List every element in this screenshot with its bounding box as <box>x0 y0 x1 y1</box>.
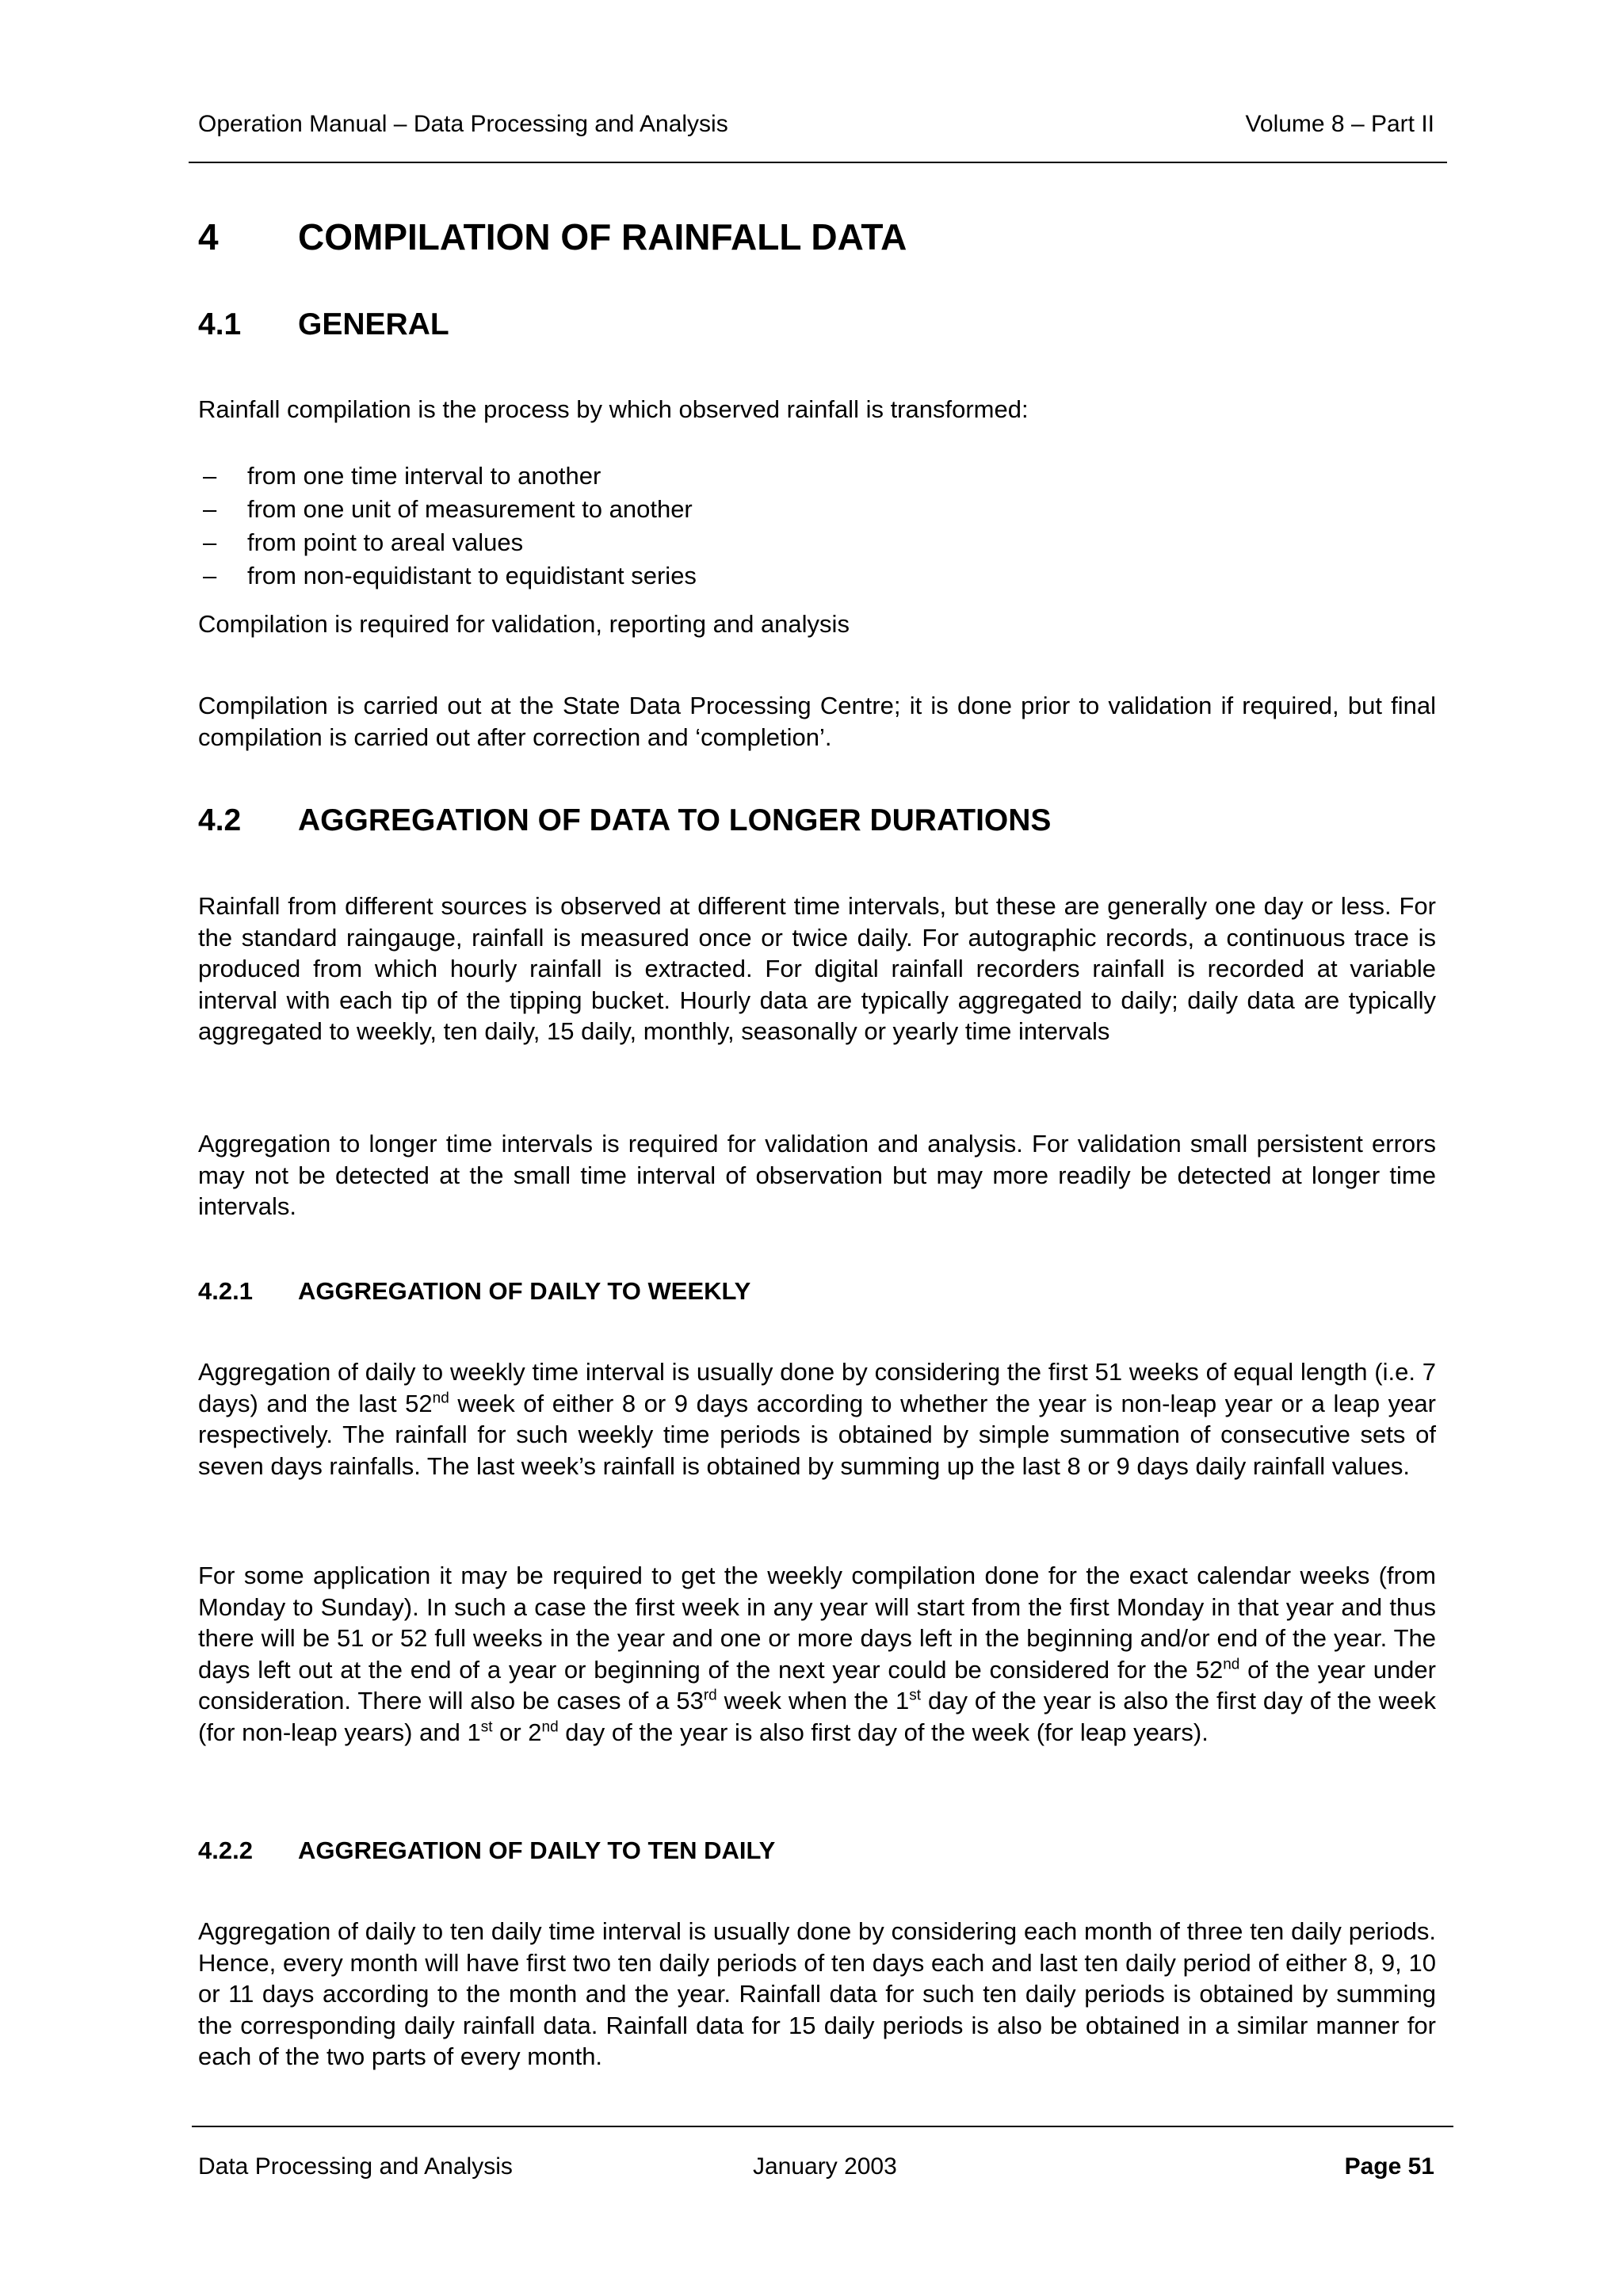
section-title: COMPILATION OF RAINFALL DATA <box>298 216 907 257</box>
aggregation-paragraph-2: Aggregation to longer time intervals is required for validation and analysis. For validation small persistent errors may not be detected at the small time interval of observation but may more readily be detected at longer time intervals. <box>198 1130 1436 1220</box>
section-title: GENERAL <box>298 307 449 341</box>
footer-date: January 2003 <box>753 2153 897 2180</box>
section-4-2-1-heading <box>198 1277 750 1306</box>
list-item: – from non-equidistant to equidistant series <box>198 559 697 593</box>
footer-left: Data Processing and Analysis <box>198 2153 513 2180</box>
dash-bullet: – <box>203 562 217 589</box>
page-header <box>198 111 1445 143</box>
weekly-paragraph-2: For some application it may be required to get the weekly compilation done for the exact calendar weeks (from Monday to Sunday). In such a case the first week in any year will start from the first Monday in that year and thus there will be 51 or 52 full weeks in the year and one or more days left in the beginning and/or end of the year. The days left out at the end of a year or beginning of the next year could be considered for the 52nd of the year under consideration. There will also be cases of a 53rd week when the 1st day of the year is also the first day of the week (for non-leap years) and 1st or 2nd day of the year is also first day of the week (for leap years). <box>198 1562 1437 1746</box>
aggregation-paragraph-1: Rainfall from different sources is observed at different time intervals, but these are generally one day or less. For the standard raingauge, rainfall is measured once or twice daily. For autographic records, a continuous trace is produced from which hourly rainfall is extracted. For digital rainfall recorders rainfall is recorded at variable interval with each tip of the tipping bucket. Hourly data are typically aggregated to daily; daily data are typically aggregated to weekly, ten daily, 15 daily, monthly, seasonally or yearly time intervals <box>198 892 1436 1045</box>
section-4-heading <box>198 215 907 258</box>
header-rule <box>189 162 1447 163</box>
dash-bullet: – <box>203 528 217 556</box>
dash-bullet: – <box>203 495 217 523</box>
ten-daily-paragraph: Aggregation of daily to ten daily time interval is usually done by considering each month of three ten daily periods. Hence, every month will have first two ten daily periods of ten days each and last ten daily period of either 8, 9, 10 or 11 days according to the month and the year. Rainfall data for such ten daily periods is obtained by summing the corresponding daily rainfall data. Rainfall data for 15 daily periods is also be obtained in a similar manner for each of the two parts of every month. <box>198 1917 1436 2070</box>
header-left: Operation Manual – Data Processing and Analysis <box>198 111 728 137</box>
section-number: 4 <box>198 216 219 257</box>
compilation-list <box>198 460 697 593</box>
list-item: – from one unit of measurement to another <box>198 493 697 526</box>
paragraph-centre: Compilation is carried out at the State Data Processing Centre; it is done prior to validation if required, but final compilation is carried out after correction and ‘completion’. <box>198 692 1436 751</box>
section-number: 4.2 <box>198 803 242 837</box>
list-item: – from one time interval to another <box>198 460 697 493</box>
weekly-paragraph-1: Aggregation of daily to weekly time interval is usually done by considering the first 51 weeks of equal length (i.e. 7 days) and the last 52nd week of either 8 or 9 days according to whether the year is non-leap year or a leap year respectively. The rainfall for such weekly time periods is obtained by simple summation of consecutive sets of seven days rainfalls. The last week’s rainfall is obtained by summing up the last 8 or 9 days daily rainfall values. <box>198 1358 1436 1480</box>
header-right: Volume 8 – Part II <box>1245 111 1434 137</box>
list-item: – from point to areal values <box>198 526 697 559</box>
section-4-2-heading <box>198 803 1051 838</box>
footer-rule <box>192 2126 1453 2127</box>
section-title: AGGREGATION OF DAILY TO WEEKLY <box>298 1277 751 1305</box>
dash-bullet: – <box>203 462 217 490</box>
page-number: Page 51 <box>1344 2153 1434 2180</box>
section-title: AGGREGATION OF DAILY TO TEN DAILY <box>298 1836 776 1864</box>
document-page <box>198 0 1445 2296</box>
section-4-1-heading <box>198 307 449 342</box>
paragraph-required: Compilation is required for validation, reporting and analysis <box>198 610 850 638</box>
section-4-2-2-heading <box>198 1836 775 1865</box>
section-title: AGGREGATION OF DATA TO LONGER DURATIONS <box>298 803 1052 837</box>
section-number: 4.2.1 <box>198 1277 253 1305</box>
section-number: 4.2.2 <box>198 1836 253 1864</box>
general-intro: Rainfall compilation is the process by which observed rainfall is transformed: <box>198 395 1029 423</box>
section-number: 4.1 <box>198 307 242 341</box>
